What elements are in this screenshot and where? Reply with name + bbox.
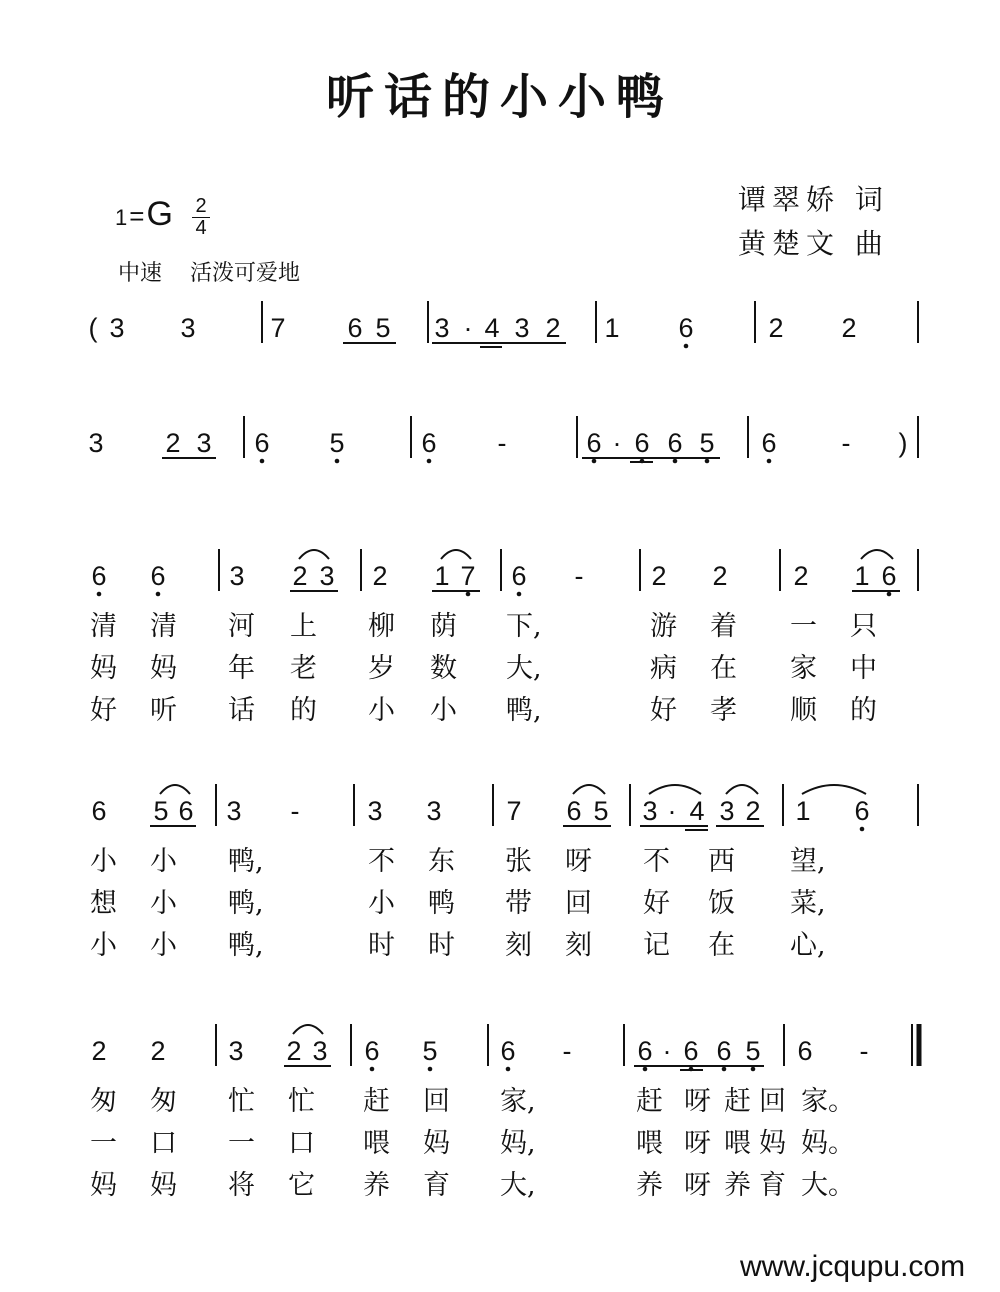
lyric-char: 好	[650, 695, 677, 726]
tempo-speed: 中速	[118, 261, 163, 286]
lyric-char: 清	[90, 611, 117, 642]
note: 6	[150, 561, 166, 591]
lyric-char: 小	[150, 888, 177, 919]
lyric-char: 心,	[790, 930, 826, 961]
lower-octave-dot	[370, 1067, 375, 1072]
slur	[802, 785, 866, 794]
lyric-char: 大,	[500, 1170, 536, 1201]
lyric-char: 妈	[90, 653, 117, 684]
dot-mark: ·	[612, 428, 622, 458]
note: 3	[434, 313, 450, 343]
lyric-char: 在	[710, 653, 737, 684]
lyric-char: 老	[290, 653, 317, 684]
note: )	[898, 428, 908, 458]
lower-octave-dot	[517, 592, 522, 597]
lyric-char: 小	[368, 695, 395, 726]
note: 2	[545, 313, 561, 343]
note: 6	[716, 1036, 732, 1066]
lyric-char: 赶	[636, 1086, 663, 1117]
lyric-char: 时	[428, 930, 455, 961]
note: 6	[254, 428, 270, 458]
lyric-char: 赶	[724, 1086, 751, 1117]
hold-dash: -	[497, 428, 507, 458]
lyric-char: 时	[368, 930, 395, 961]
lyric-char: 小	[150, 846, 177, 877]
note: 6	[761, 428, 777, 458]
note: 4	[689, 796, 705, 826]
note: 2	[712, 561, 728, 591]
lyric-char: 呀	[684, 1086, 711, 1117]
lyricist-credit: 谭翠娇 词	[738, 183, 889, 216]
lyric-char: 数	[430, 653, 457, 684]
lyric-char: 刻	[565, 930, 592, 961]
lyric-char: 着	[710, 611, 737, 642]
note: 3	[109, 313, 125, 343]
lyric-char: 妈	[423, 1128, 450, 1159]
note: 3	[88, 428, 104, 458]
dot-mark: ·	[662, 1036, 672, 1066]
note: 7	[506, 796, 522, 826]
lyric-char: 一	[228, 1128, 255, 1159]
note: 6	[421, 428, 437, 458]
note: 4	[484, 313, 500, 343]
note: 6	[347, 313, 363, 343]
note: 6	[881, 561, 897, 591]
tempo-style: 活泼可爱地	[190, 261, 301, 286]
note: 7	[460, 561, 476, 591]
note: 2	[292, 561, 308, 591]
note: 1	[795, 796, 811, 826]
lyric-char: 饭	[708, 888, 735, 919]
lower-octave-dot	[506, 1067, 511, 1072]
lower-octave-dot	[643, 1067, 648, 1072]
lyric-char: 听	[150, 695, 177, 726]
lyric-char: 小	[150, 930, 177, 961]
note: 3	[719, 796, 735, 826]
song-title: 听话的小小鸭	[325, 69, 674, 125]
lyric-char: 赶	[363, 1086, 390, 1117]
composer-credit: 黄楚文 曲	[738, 227, 889, 260]
lyric-char: 张	[505, 846, 532, 877]
lyric-char: 回	[565, 888, 592, 919]
lyric-char: 鸭,	[228, 888, 264, 919]
note: 6	[586, 428, 602, 458]
note: 6	[854, 796, 870, 826]
lyric-char: 口	[150, 1128, 177, 1159]
lyric-char: 年	[228, 653, 255, 684]
lyric-char: 匆	[150, 1086, 177, 1117]
lyric-char: 它	[288, 1170, 315, 1201]
lower-octave-dot	[751, 1067, 756, 1072]
lyric-char: 一	[790, 611, 817, 642]
note: 6	[91, 796, 107, 826]
lyric-char: 妈	[150, 653, 177, 684]
slur	[293, 1025, 323, 1034]
lyric-char: 想	[90, 888, 117, 919]
note: 6	[637, 1036, 653, 1066]
lyric-char: 荫	[430, 611, 457, 642]
lyric-char: 妈,	[500, 1128, 536, 1159]
lower-octave-dot	[673, 459, 678, 464]
lyric-char: 鸭,	[506, 695, 542, 726]
note: 2	[651, 561, 667, 591]
note: 7	[270, 313, 286, 343]
lyric-char: 上	[290, 611, 317, 642]
lower-octave-dot	[860, 827, 865, 832]
time-signature-bottom: 4	[195, 217, 207, 239]
lyric-char: 口	[288, 1128, 315, 1159]
lyric-char: 好	[90, 695, 117, 726]
note: 6	[364, 1036, 380, 1066]
note: 2	[286, 1036, 302, 1066]
lyric-char: 在	[708, 930, 735, 961]
note: 6	[511, 561, 527, 591]
watermark-url: www.jcqupu.com	[740, 1250, 966, 1283]
slur	[649, 785, 701, 794]
slur	[726, 785, 758, 794]
note: 6	[634, 428, 650, 458]
slur	[573, 785, 605, 794]
lyric-char: 小	[430, 695, 457, 726]
note: 1	[854, 561, 870, 591]
slur	[441, 550, 471, 559]
lower-octave-dot	[156, 592, 161, 597]
lyric-char: 回	[423, 1086, 450, 1117]
note: 3	[426, 796, 442, 826]
lyric-char: 喂	[363, 1128, 390, 1159]
note: 1	[434, 561, 450, 591]
lyric-char: 小	[368, 888, 395, 919]
note: 6	[91, 561, 107, 591]
lyric-char: 忙	[228, 1086, 255, 1117]
lyric-char: 大,	[506, 653, 542, 684]
lyric-char: 不	[643, 846, 670, 877]
lyric-char: 小	[90, 846, 117, 877]
lyric-char: 呀	[684, 1170, 711, 1201]
lyric-char: 刻	[505, 930, 532, 961]
lyric-char: 妈	[759, 1128, 786, 1159]
note: 5	[153, 796, 169, 826]
lower-octave-dot	[428, 1067, 433, 1072]
lyric-char: 妈	[90, 1170, 117, 1201]
note: 2	[150, 1036, 166, 1066]
note: 3	[228, 1036, 244, 1066]
lyric-char: 养	[636, 1170, 663, 1201]
note: 2	[793, 561, 809, 591]
lyric-char: 养	[724, 1170, 751, 1201]
hold-dash: -	[574, 561, 584, 591]
lyric-char: 妈	[150, 1170, 177, 1201]
note: 5	[699, 428, 715, 458]
slur	[160, 785, 190, 794]
note: 3	[319, 561, 335, 591]
note: 6	[683, 1036, 699, 1066]
lyric-char: 话	[228, 695, 255, 726]
note: 6	[178, 796, 194, 826]
note: 2	[841, 313, 857, 343]
lyric-char: 育	[759, 1170, 786, 1201]
note: 6	[566, 796, 582, 826]
note: 5	[329, 428, 345, 458]
lyric-char: 柳	[368, 611, 395, 642]
lyric-char: 只	[850, 611, 877, 642]
lyric-char: 将	[228, 1170, 255, 1201]
lower-octave-dot	[684, 344, 689, 349]
note: 2	[165, 428, 181, 458]
lyric-char: 养	[363, 1170, 390, 1201]
note: 3	[312, 1036, 328, 1066]
note: 6	[667, 428, 683, 458]
slur	[861, 550, 893, 559]
lyric-char: 家	[790, 653, 817, 684]
hold-dash: -	[859, 1036, 869, 1066]
lyric-char: 孝	[710, 695, 737, 726]
note: 3	[180, 313, 196, 343]
lower-octave-dot	[767, 459, 772, 464]
hold-dash: -	[562, 1036, 572, 1066]
note: 6	[678, 313, 694, 343]
key-equals: =	[129, 201, 145, 231]
lyric-char: 病	[650, 653, 677, 684]
lyric-char: 回	[759, 1086, 786, 1117]
lyric-char: 望,	[790, 846, 826, 877]
lyric-char: 鸭	[428, 888, 455, 919]
note: 5	[745, 1036, 761, 1066]
lower-octave-dot	[466, 592, 471, 597]
slur	[299, 550, 329, 559]
lower-octave-dot	[427, 459, 432, 464]
dot-mark: ·	[667, 796, 677, 826]
note: 3	[229, 561, 245, 591]
lower-octave-dot	[260, 459, 265, 464]
note: 1	[604, 313, 620, 343]
lyric-char: 呀	[565, 846, 592, 877]
lower-octave-dot	[97, 592, 102, 597]
note: 3	[196, 428, 212, 458]
note: 6	[797, 1036, 813, 1066]
note: 2	[372, 561, 388, 591]
lyric-char: 呀	[684, 1128, 711, 1159]
key-one: 1	[115, 205, 128, 230]
lyric-char: 下,	[506, 611, 542, 642]
note: 3	[367, 796, 383, 826]
lyric-char: 的	[850, 695, 877, 726]
lower-octave-dot	[887, 592, 892, 597]
lower-octave-dot	[592, 459, 597, 464]
lyric-char: 一	[90, 1128, 117, 1159]
note: (	[88, 313, 98, 343]
dot-mark: ·	[463, 313, 473, 343]
lower-octave-dot	[705, 459, 710, 464]
lyric-char: 妈。	[801, 1128, 855, 1159]
note: 2	[768, 313, 784, 343]
lyric-char: 带	[505, 888, 532, 919]
lyric-char: 西	[708, 846, 735, 877]
note: 5	[375, 313, 391, 343]
note: 2	[745, 796, 761, 826]
lyric-char: 好	[643, 888, 670, 919]
lyric-char: 清	[150, 611, 177, 642]
lyric-char: 记	[643, 930, 670, 961]
lyric-char: 匆	[90, 1086, 117, 1117]
lyric-char: 大。	[801, 1170, 855, 1201]
hold-dash: -	[841, 428, 851, 458]
note: 3	[642, 796, 658, 826]
lyric-char: 的	[290, 695, 317, 726]
note: 2	[91, 1036, 107, 1066]
lyric-char: 东	[428, 846, 455, 877]
time-signature-top: 2	[192, 196, 210, 218]
lyric-char: 鸭,	[228, 846, 264, 877]
lyric-char: 岁	[368, 653, 395, 684]
note: 3	[514, 313, 530, 343]
lyric-char: 中	[850, 653, 877, 684]
lyric-char: 鸭,	[228, 930, 264, 961]
lower-octave-dot	[335, 459, 340, 464]
lyric-char: 育	[423, 1170, 450, 1201]
hold-dash: -	[290, 796, 300, 826]
key-note: G	[146, 195, 173, 233]
lyric-char: 顺	[790, 695, 817, 726]
lyric-char: 家。	[801, 1086, 855, 1117]
note: 3	[226, 796, 242, 826]
lyric-char: 忙	[288, 1086, 315, 1117]
lyric-char: 菜,	[790, 888, 826, 919]
lower-octave-dot	[722, 1067, 727, 1072]
lyric-char: 河	[228, 611, 255, 642]
note: 5	[422, 1036, 438, 1066]
lyric-char: 喂	[636, 1128, 663, 1159]
lyric-char: 喂	[724, 1128, 751, 1159]
lyric-char: 游	[650, 611, 677, 642]
lyric-char: 家,	[500, 1086, 536, 1117]
lyric-char: 小	[90, 930, 117, 961]
lyric-char: 不	[368, 846, 395, 877]
note: 5	[593, 796, 609, 826]
note: 6	[500, 1036, 516, 1066]
